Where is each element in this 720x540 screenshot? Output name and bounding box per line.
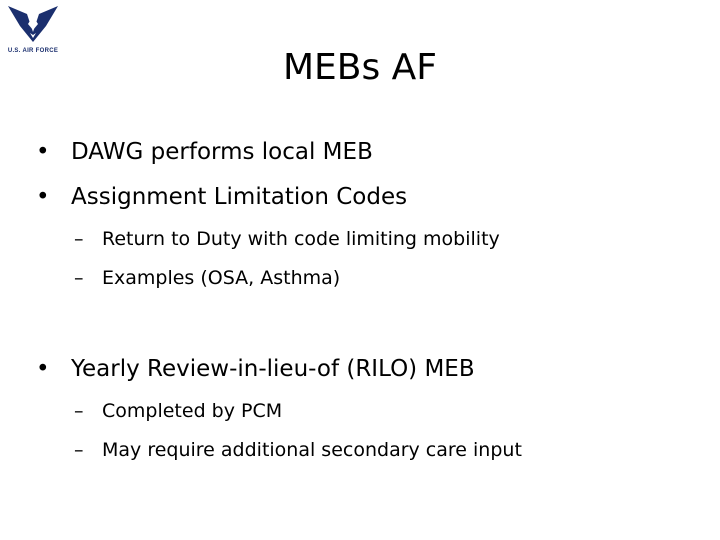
bullet-item xyxy=(36,182,407,212)
sub-bullet-text: Completed by PCM xyxy=(102,400,283,422)
sub-bullet-item xyxy=(74,265,340,291)
sub-bullet-text: May require additional secondary care input xyxy=(102,439,522,461)
bullet-glyph: • xyxy=(36,184,50,210)
dash-glyph: – xyxy=(74,228,84,250)
bullet-text: Yearly Review-in-lieu-of (RILO) MEB xyxy=(71,356,475,382)
sub-bullet-item xyxy=(74,437,522,463)
sub-bullet-text: Return to Duty with code limiting mobility xyxy=(102,228,500,250)
sub-bullet-item xyxy=(74,226,500,252)
air-force-emblem-icon xyxy=(8,2,58,46)
bullet-item xyxy=(36,137,373,167)
dash-glyph: – xyxy=(74,267,84,289)
bullet-text: DAWG performs local MEB xyxy=(71,139,373,165)
dash-glyph: – xyxy=(74,400,84,422)
bullet-text: Assignment Limitation Codes xyxy=(71,184,408,210)
sub-bullet-text: Examples (OSA, Asthma) xyxy=(102,267,341,289)
bullet-item xyxy=(36,354,475,384)
slide-title: MEBs AF xyxy=(282,47,438,88)
dash-glyph: – xyxy=(74,439,84,461)
logo-text: U.S. AIR FORCE xyxy=(7,48,59,54)
bullet-glyph: • xyxy=(36,356,50,382)
sub-bullet-item xyxy=(74,398,282,424)
bullet-glyph: • xyxy=(36,139,50,165)
